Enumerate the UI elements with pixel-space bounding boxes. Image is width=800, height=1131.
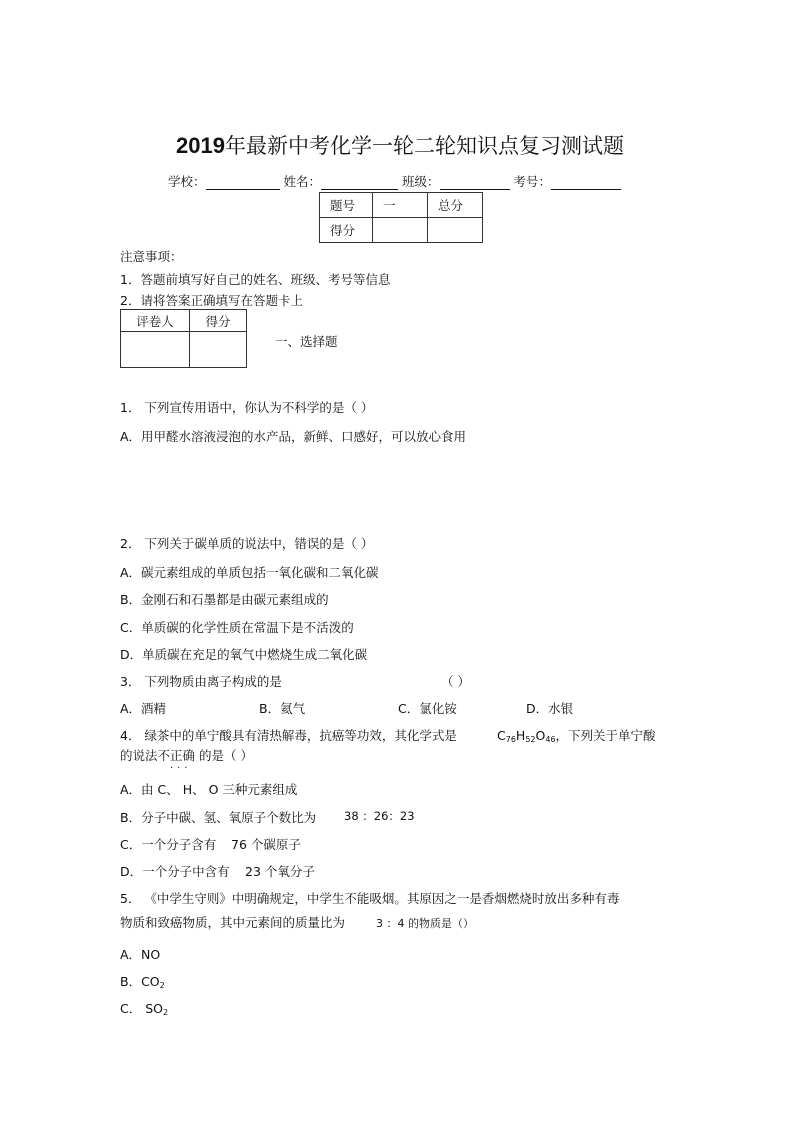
page-title <box>0 130 800 160</box>
q4-option-b: B．分子中碳、氢、氧原子个数比为 <box>120 810 317 825</box>
q2-option-c: C．单质碳的化学性质在常温下是不活泼的 <box>120 620 354 635</box>
q3-answer-paren: （ ） <box>441 674 470 689</box>
grader-score-header: 得分 <box>190 310 247 332</box>
q2-option-d: D．单质碳在充足的氧气中燃烧生成二氧化碳 <box>120 647 368 662</box>
score-header-total: 总分 <box>428 193 483 218</box>
q4-option-b-ratio: 38 ：26：23 <box>344 809 415 823</box>
name-blank[interactable] <box>321 176 398 190</box>
title-year: 2019 <box>176 133 225 158</box>
q3-option-b: B．氦气 <box>259 701 306 716</box>
q4-option-d: D．一个分子中含有 <box>120 864 230 879</box>
q5-option-a: A．NO <box>120 947 161 962</box>
q2-option-a: A．碳元素组成的单质包括一氧化碳和二氧化碳 <box>120 565 379 580</box>
q5-option-c <box>120 999 168 1017</box>
emphasis-dots: ... <box>170 760 192 771</box>
formula-o-sub: 46 <box>545 735 556 744</box>
q4-stem-part2: ，下列关于单宁酸 <box>555 728 656 743</box>
q2-stem: 2． 下列关于碳单质的说法中，错误的是（ ） <box>120 536 374 551</box>
q5-option-c-text: C． SO <box>120 1001 163 1016</box>
grader-cell[interactable] <box>121 332 190 368</box>
info-line <box>168 172 621 190</box>
q3-option-d: D．水银 <box>526 701 574 716</box>
q5-option-b-text: B．CO <box>120 974 160 989</box>
grader-header: 评卷人 <box>121 310 190 332</box>
title-text: 年最新中考化学一轮二轮知识点复习测试题 <box>224 134 624 158</box>
formula-c-sub: 76 <box>505 735 516 744</box>
notice-item-2: 2．请将答案正确填写在答题卡上 <box>120 293 303 308</box>
q1-option-a: A．用甲醛水溶液浸泡的水产品，新鲜、口感好，可以放心食用 <box>120 429 467 444</box>
name-label: 姓名： <box>283 174 322 189</box>
grader-table <box>120 309 247 368</box>
class-label: 班级： <box>402 174 440 189</box>
exam-no-blank[interactable] <box>551 176 621 190</box>
score-table <box>319 192 483 243</box>
formula-h: H <box>515 728 526 743</box>
class-blank[interactable] <box>440 176 510 190</box>
q3-stem: 3． 下列物质由离子构成的是 <box>120 674 282 689</box>
q5-stem-ratio: 3 ：4 的物质是（） <box>376 917 474 930</box>
notice-item-1: 1．答题前填写好自己的姓名、班级、考号等信息 <box>120 272 391 287</box>
q4-stem-line2: 的说法不正确 的是（ ） <box>120 748 253 763</box>
q5-stem-line1: 5． 《中学生守则》中明确规定，中学生不能吸烟。其原因之一是香烟燃烧时放出多种有毒 <box>120 891 620 906</box>
formula-o: O <box>535 728 546 743</box>
score-cell-section-one[interactable] <box>373 218 428 243</box>
notice-heading: 注意事项： <box>120 249 183 264</box>
score-cell-total[interactable] <box>428 218 483 243</box>
section-title: 一、选择题 <box>275 334 338 349</box>
score-row-label: 得分 <box>320 218 373 243</box>
q5-option-b-sub: 2 <box>159 981 165 990</box>
q4-option-a: A．由 C、 H、 O 三种元素组成 <box>120 782 298 797</box>
q1-stem: 1． 下列宣传用语中，你认为不科学的是（ ） <box>120 400 374 415</box>
q4-option-c-num: 76 个碳原子 <box>231 837 301 852</box>
exam-no-label: 考号： <box>513 174 552 189</box>
formula-h-sub: 52 <box>525 735 536 744</box>
q4-option-c: C．一个分子含有 <box>120 837 217 852</box>
q4-formula <box>497 726 656 744</box>
q5-option-b <box>120 972 165 990</box>
score-header-question-no: 题号 <box>320 193 373 218</box>
school-label: 学校： <box>168 174 206 189</box>
q3-option-c: C．氯化铵 <box>398 701 457 716</box>
q4-stem-part1: 4． 绿茶中的单宁酸具有清热解毒，抗癌等功效，其化学式是 <box>120 728 457 743</box>
formula-c: C <box>497 728 506 743</box>
q2-option-b: B．金刚石和石墨都是由碳元素组成的 <box>120 592 329 607</box>
score-header-section-one: 一 <box>373 193 428 218</box>
school-blank[interactable] <box>206 176 280 190</box>
grader-score-cell[interactable] <box>190 332 247 368</box>
q5-option-c-sub: 2 <box>162 1008 169 1017</box>
q5-stem-line2: 物质和致癌物质，其中元素间的质量比为 <box>120 915 346 930</box>
q4-option-d-num: 23 个氧分子 <box>245 864 315 879</box>
q3-option-a: A．酒精 <box>120 701 167 716</box>
